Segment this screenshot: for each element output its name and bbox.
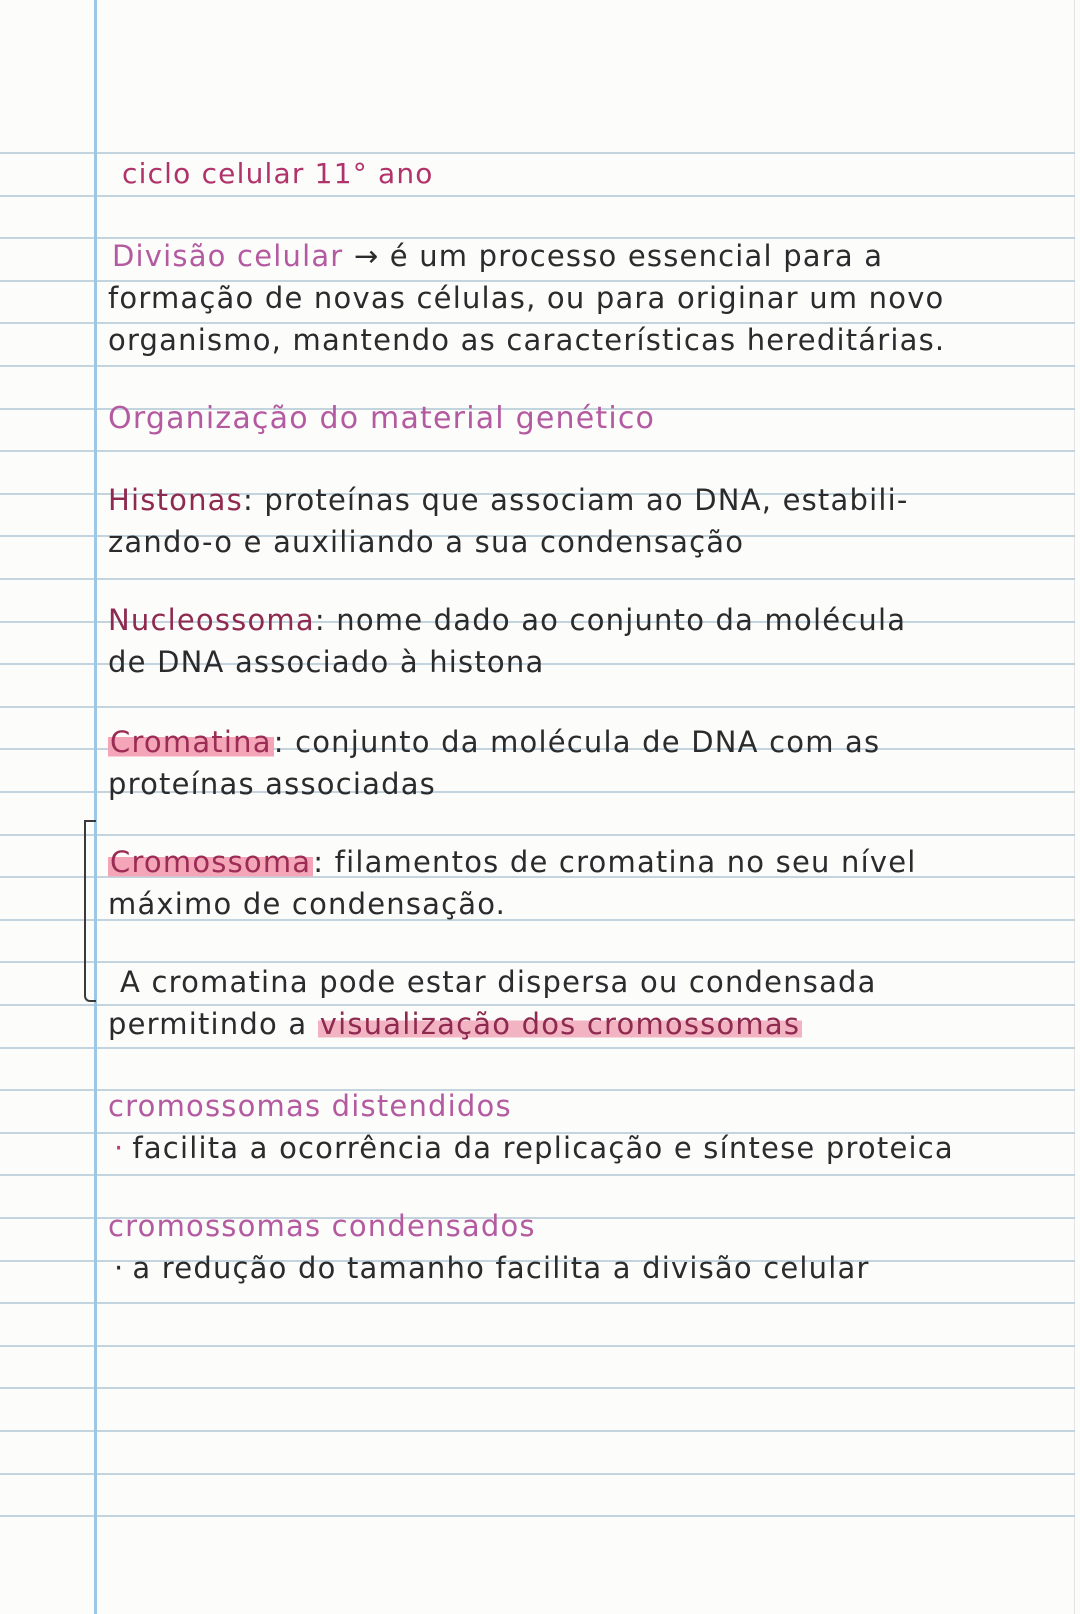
ruled-line	[0, 1174, 1075, 1176]
separator: :	[314, 603, 337, 637]
page-edge	[1074, 0, 1075, 1614]
note-text: permitindo a	[108, 1007, 318, 1041]
definition-text: proteínas associadas	[108, 767, 436, 801]
definition-text: conjunto da molécula de DNA com as	[295, 725, 881, 759]
ruled-line	[0, 1047, 1075, 1049]
ruled-line	[0, 365, 1075, 367]
bullet-text: facilita a ocorrência da replicação e síntese proteica	[132, 1131, 954, 1165]
term-cromatina-highlighted: Cromatina	[110, 725, 272, 759]
heading-text: cromossomas distendidos	[108, 1089, 512, 1123]
separator: :	[273, 725, 296, 759]
ruled-line	[0, 1473, 1075, 1475]
bullet-text: a redução do tamanho facilita a divisão celular	[132, 1251, 870, 1285]
definition-cromatina-line-1	[108, 725, 881, 759]
bullet-icon: ·	[114, 1131, 125, 1165]
definition-cromossoma-line-2	[108, 887, 507, 921]
note-line-1	[120, 965, 877, 999]
bracket-annotation	[84, 820, 96, 1002]
bullet-condensados	[114, 1251, 870, 1285]
ruled-line	[0, 195, 1075, 197]
heading-text: Organização do material genético	[108, 401, 656, 436]
ruled-line	[0, 834, 1075, 836]
heading-text: cromossomas condensados	[108, 1209, 536, 1243]
definition-nucleossoma-line-1	[108, 603, 907, 637]
definition-cromatina-line-2	[108, 767, 436, 801]
ruled-line	[0, 450, 1075, 452]
term-nucleossoma: Nucleossoma	[108, 603, 315, 637]
ruled-line	[0, 578, 1075, 580]
subheading-distendidos	[108, 1089, 512, 1123]
ruled-line	[0, 1004, 1075, 1006]
definition-text: máximo de condensação.	[108, 887, 507, 921]
ruled-line	[0, 706, 1075, 708]
definition-cromossoma-line-1	[108, 845, 917, 879]
subheading-condensados	[108, 1209, 536, 1243]
separator: :	[242, 483, 265, 517]
highlighted-phrase: visualização dos cromossomas	[319, 1007, 801, 1041]
arrow-icon: →	[343, 239, 390, 273]
definition-histonas-line-2	[108, 525, 745, 559]
bullet-icon: ·	[114, 1251, 125, 1285]
bullet-distendidos	[114, 1131, 954, 1165]
ruled-line	[0, 1515, 1075, 1517]
ruled-line	[0, 1345, 1075, 1347]
ruled-line	[0, 1302, 1075, 1304]
definition-text: formação de novas células, ou para originar um novo	[108, 281, 945, 315]
note-line-2	[108, 1007, 802, 1041]
definition-text: de DNA associado à histona	[108, 645, 545, 679]
definition-text: nome dado ao conjunto da molécula	[336, 603, 907, 637]
definition-nucleossoma-line-2	[108, 645, 545, 679]
definition-text: proteínas que associam ao DNA, estabili-	[264, 483, 909, 517]
separator: :	[313, 845, 335, 879]
definition-divisao-line-1	[112, 239, 884, 273]
definition-histonas-line-1	[108, 483, 909, 517]
definition-text: organismo, mantendo as características hereditárias.	[108, 323, 946, 357]
definition-text: zando-o e auxiliando a sua condensação	[108, 525, 745, 559]
definition-divisao-line-3	[108, 323, 946, 357]
definition-text: filamentos de cromatina no seu nível	[334, 845, 917, 879]
section-heading-organizacao	[108, 401, 656, 436]
definition-text: é um processo essencial para a	[389, 239, 884, 273]
ruled-line	[0, 1430, 1075, 1432]
term-histonas: Histonas	[108, 483, 243, 517]
ruled-line	[0, 152, 1075, 154]
title-text: ciclo celular 11° ano	[122, 157, 434, 190]
definition-divisao-line-2	[108, 281, 945, 315]
note-text: A cromatina pode estar dispersa ou condensada	[120, 965, 877, 999]
term-divisao-celular: Divisão celular	[112, 239, 344, 273]
margin-line	[94, 0, 97, 1614]
ruled-line	[0, 961, 1075, 963]
ruled-line	[0, 1387, 1075, 1389]
page-title	[122, 157, 434, 190]
term-cromossoma-highlighted: Cromossoma	[110, 845, 312, 879]
